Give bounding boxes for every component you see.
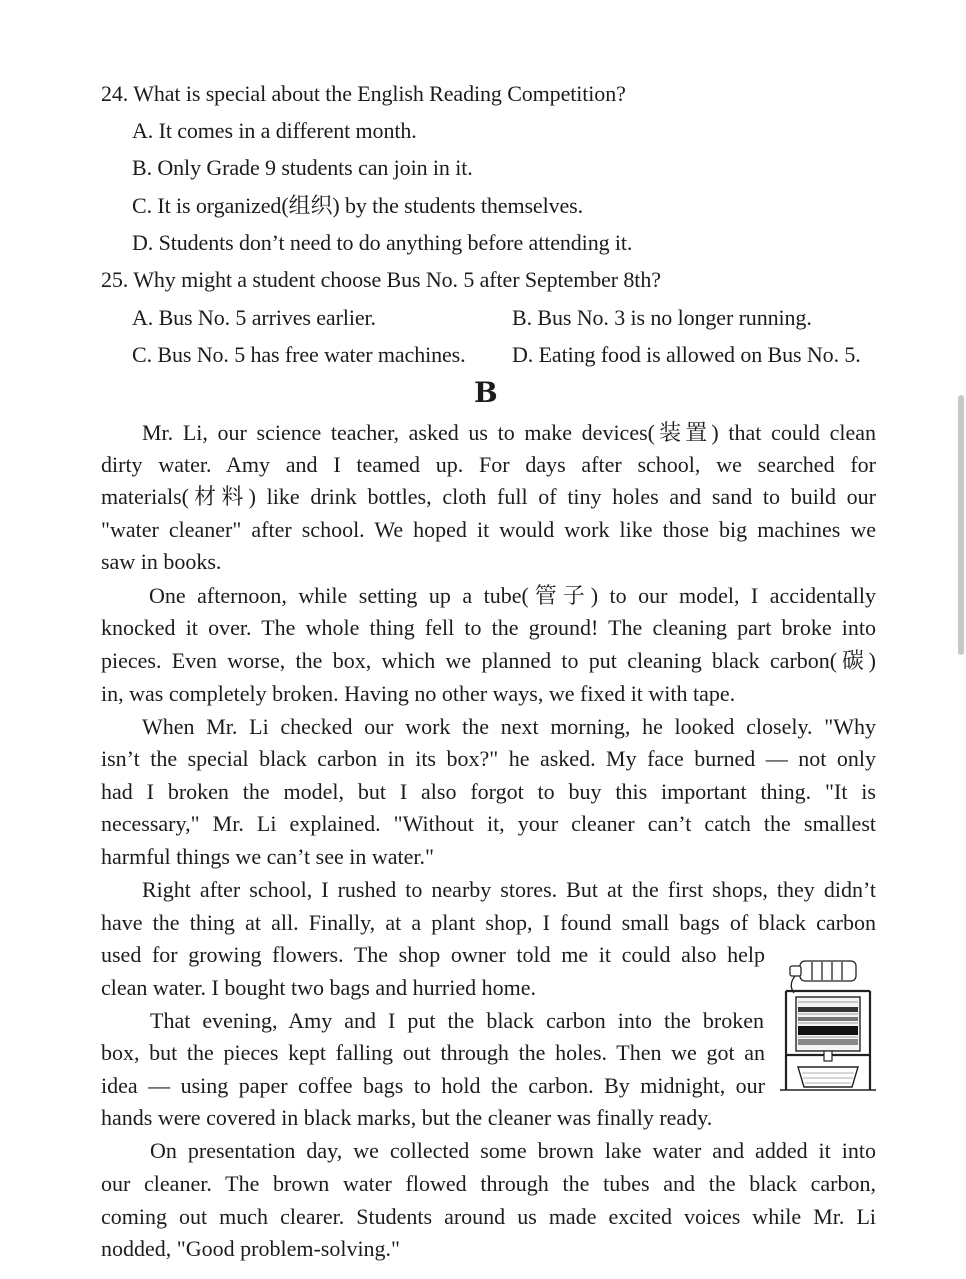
passage-line: nodded, "Good problem-solving." <box>101 1236 401 1261</box>
section-label: B <box>474 376 498 409</box>
passage-line: have the thing at all. Finally, at a plant shop, I found small bags of black carbon <box>101 910 876 935</box>
passage-line: idea — using paper coffee bags to hold the carbon. By midnight, our <box>101 1073 765 1098</box>
passage-line: dirty water. Amy and I teamed up. For days after school, we searched for <box>101 452 876 477</box>
passage-line: coming out much clearer. Students around us made excited voices while Mr. Li <box>101 1204 876 1229</box>
option-24-d: D. Students don’t need to do anything before attending it. <box>132 230 633 255</box>
question-24: 24. What is special about the English Reading Competition? <box>101 81 626 106</box>
passage-line: our cleaner. The brown water flowed through the tubes and the black carbon, <box>101 1171 876 1196</box>
passage-line: pieces. Even worse, the box, which we planned to put cleaning black carbon(碳) <box>101 648 876 673</box>
option-24-a: A. It comes in a different month. <box>132 118 417 143</box>
option-25-c: C. Bus No. 5 has free water machines. <box>132 342 466 367</box>
passage-line: isn’t the special black carbon in its box?" he asked. My face burned — not only <box>101 746 876 771</box>
passage-line: That evening, Amy and I put the black carbon into the broken <box>150 1008 764 1033</box>
passage-line: knocked it over. The whole thing fell to the ground! The cleaning part broke into <box>101 615 876 640</box>
passage-line: hands were covered in black marks, but the cleaner was finally ready. <box>101 1105 713 1130</box>
water-cleaner-illustration <box>778 955 878 1095</box>
option-25-d: D. Eating food is allowed on Bus No. 5. <box>512 342 861 367</box>
passage-line: When Mr. Li checked our work the next morning, he looked closely. "Why <box>142 714 876 739</box>
passage-line: On presentation day, we collected some brown lake water and added it into <box>150 1138 876 1163</box>
option-25-a: A. Bus No. 5 arrives earlier. <box>132 305 376 330</box>
passage-line: clean water. I bought two bags and hurried home. <box>101 975 536 1000</box>
passage-line: box, but the pieces kept falling out through the holes. Then we got an <box>101 1040 765 1065</box>
passage-line: had I broken the model, but I also forgot to buy this important thing. "It is <box>101 779 876 804</box>
passage-line: harmful things we can’t see in water." <box>101 844 434 869</box>
option-24-b: B. Only Grade 9 students can join in it. <box>132 155 473 180</box>
passage-line: necessary," Mr. Li explained. "Without it, your cleaner can’t catch the smallest <box>101 811 876 836</box>
passage-line: One afternoon, while setting up a tube(管子) to our model, I accidentally <box>149 583 876 608</box>
passage-line: Mr. Li, our science teacher, asked us to make devices(装置) that could clean <box>142 420 876 445</box>
scrollbar[interactable] <box>958 395 964 655</box>
passage-line: in, was completely broken. Having no other ways, we fixed it with tape. <box>101 681 736 706</box>
passage-line: "water cleaner" after school. We hoped it would work like those big machines we <box>101 517 876 542</box>
passage-line: Right after school, I rushed to nearby stores. But at the first shops, they didn’t <box>142 877 876 902</box>
passage-line: materials(材料) like drink bottles, cloth full of tiny holes and sand to build our <box>101 484 876 509</box>
option-25-b: B. Bus No. 3 is no longer running. <box>512 305 812 330</box>
question-25: 25. Why might a student choose Bus No. 5 after September 8th? <box>101 267 661 292</box>
passage-line: used for growing flowers. The shop owner told me it could also help <box>101 942 765 967</box>
option-24-c: C. It is organized(组织) by the students themselves. <box>132 193 584 218</box>
passage-line: saw in books. <box>101 549 222 574</box>
